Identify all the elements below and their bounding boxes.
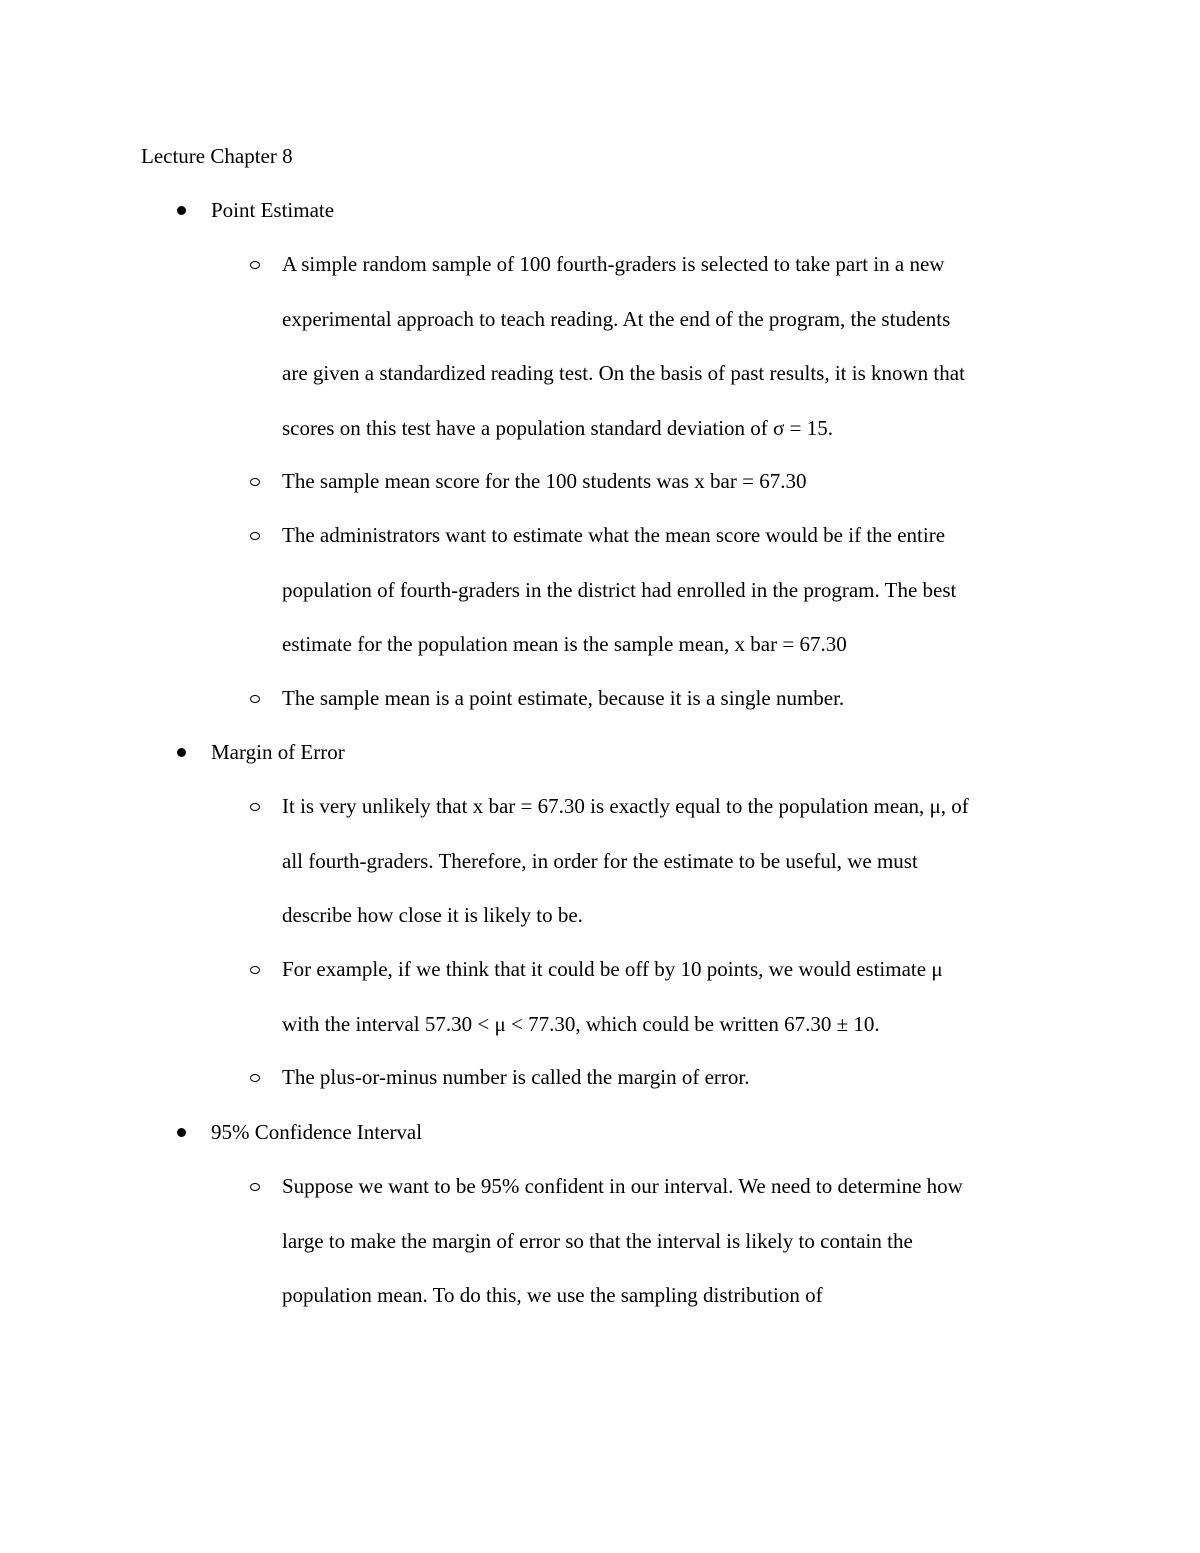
- list-item-line: It is very unlikely that x bar = 67.30 is exactly equal to the population mean, μ, of: [282, 794, 969, 818]
- section-heading: 95% Confidence Interval: [211, 1120, 423, 1144]
- list-item-line: scores on this test have a population standard deviation of σ = 15.: [282, 416, 833, 440]
- section-heading: Point Estimate: [211, 198, 335, 222]
- list-item-line: population mean. To do this, we use the sampling distribution of: [282, 1283, 823, 1307]
- hollow-bullet-icon: [250, 1183, 260, 1191]
- page-title: Lecture Chapter 8: [141, 144, 293, 168]
- hollow-bullet-icon: [250, 803, 260, 811]
- filled-bullet-icon: [177, 1128, 186, 1137]
- list-item-line: with the interval 57.30 < μ < 77.30, which could be written 67.30 ± 10.: [282, 1012, 880, 1036]
- list-item-line: experimental approach to teach reading. At the end of the program, the students: [282, 307, 951, 331]
- list-item-line: The sample mean score for the 100 students was x bar = 67.30: [282, 469, 807, 493]
- hollow-bullet-icon: [250, 532, 260, 540]
- list-item-line: The plus-or-minus number is called the margin of error.: [282, 1065, 750, 1089]
- hollow-bullet-icon: [250, 966, 260, 974]
- filled-bullet-icon: [177, 206, 186, 215]
- hollow-bullet-icon: [250, 695, 260, 703]
- list-item-line: all fourth-graders. Therefore, in order for the estimate to be useful, we must: [282, 849, 918, 873]
- list-item-line: A simple random sample of 100 fourth-graders is selected to take part in a new: [282, 252, 945, 276]
- section-heading: Margin of Error: [211, 740, 345, 764]
- list-item-line: large to make the margin of error so that the interval is likely to contain the: [282, 1229, 913, 1253]
- list-item-line: The administrators want to estimate what the mean score would be if the entire: [282, 523, 946, 547]
- list-item-line: describe how close it is likely to be.: [282, 903, 583, 927]
- list-item-line: estimate for the population mean is the sample mean, x bar = 67.30: [282, 632, 847, 656]
- list-item-line: For example, if we think that it could be off by 10 points, we would estimate μ: [282, 957, 943, 981]
- list-item-line: The sample mean is a point estimate, because it is a single number.: [282, 686, 845, 710]
- hollow-bullet-icon: [250, 1074, 260, 1082]
- list-item-line: Suppose we want to be 95% confident in our interval. We need to determine how: [282, 1174, 963, 1198]
- hollow-bullet-icon: [250, 478, 260, 486]
- hollow-bullet-icon: [250, 261, 260, 269]
- filled-bullet-icon: [177, 748, 186, 757]
- list-item-line: population of fourth-graders in the district had enrolled in the program. The best: [282, 578, 957, 602]
- list-item-line: are given a standardized reading test. On the basis of past results, it is known that: [282, 361, 965, 385]
